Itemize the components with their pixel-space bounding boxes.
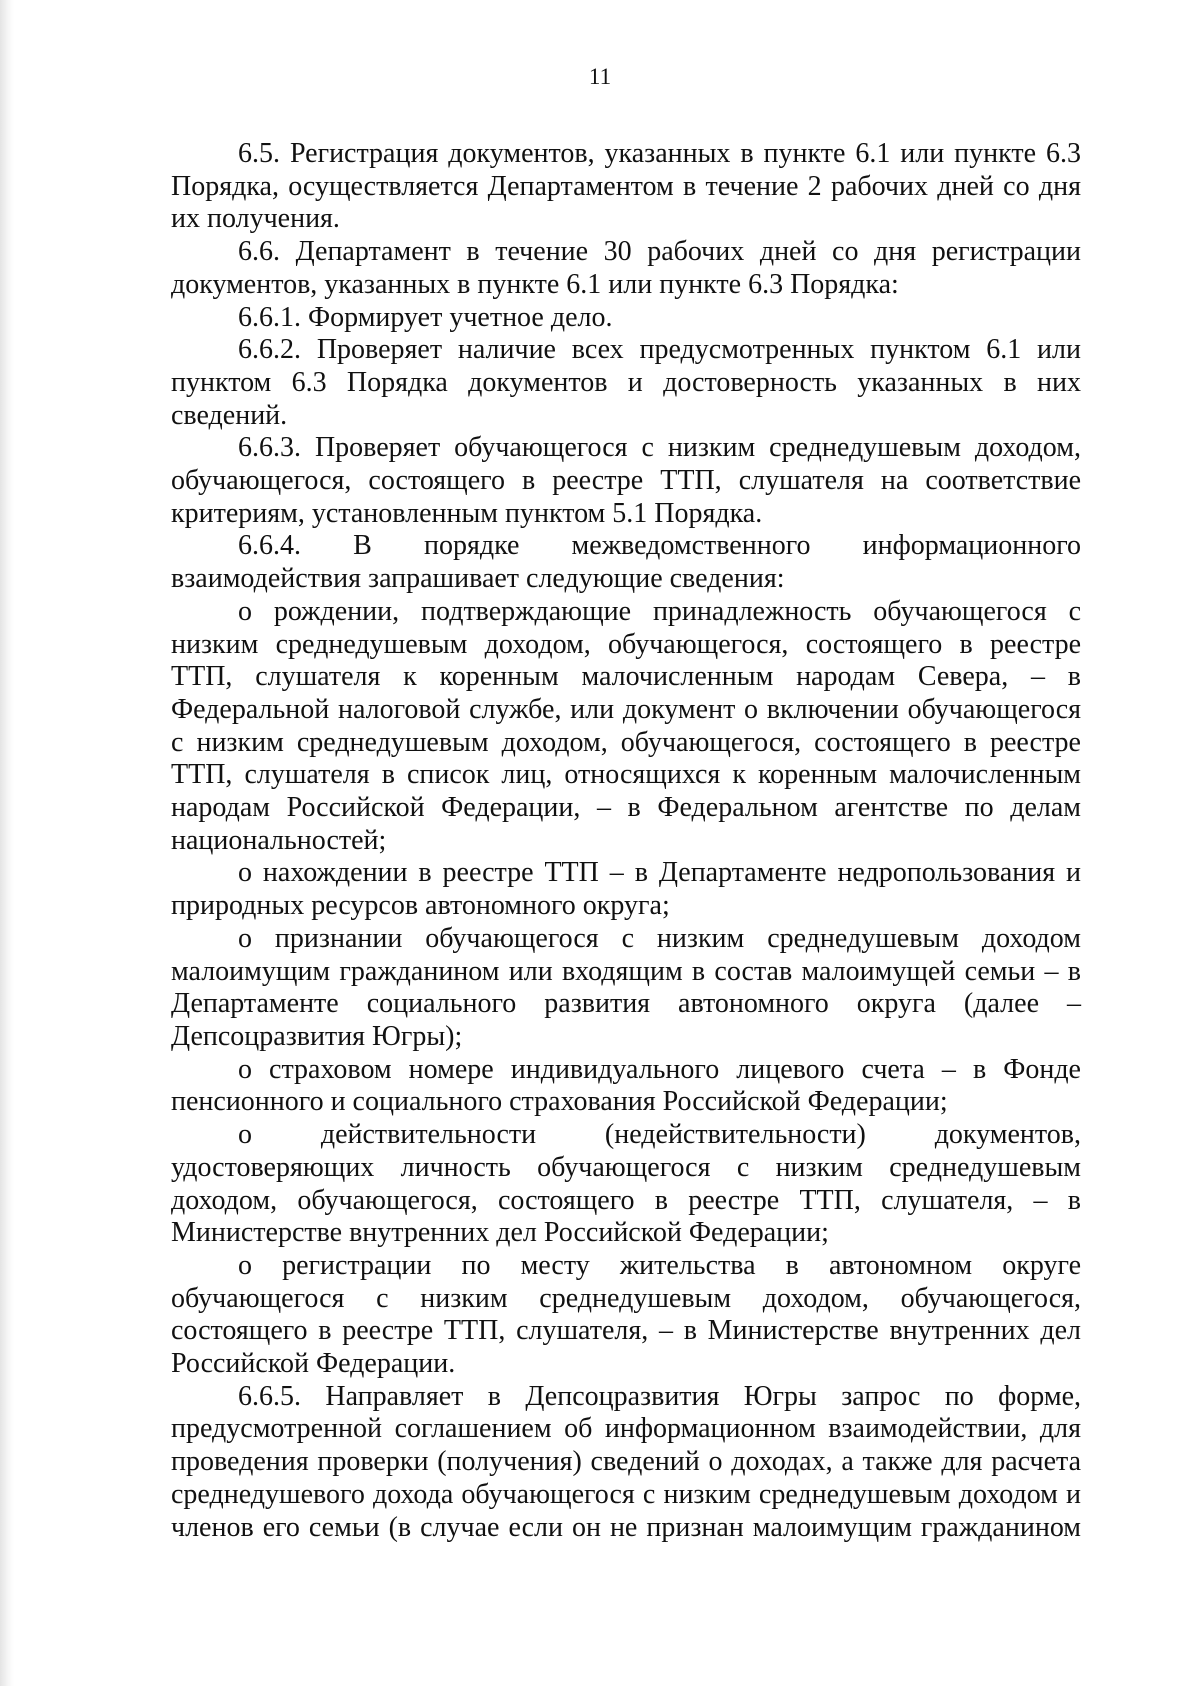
paragraph-6-6-1: 6.6.1. Формирует учетное дело.: [238, 301, 613, 333]
paragraph-6-6-5: 6.6.5. Направляет в Депсоцразвития Югры запрос по форме, предусмотренной соглашением об информационном взаимодействии, для проведения проверки (получения) сведений о доходах, а также для расчета среднедушевого дохода обучающегося с низким среднедушевым доходом и членов его семьи (в случае если он не признан малоимущим гражданином: [171, 1380, 1081, 1543]
paragraph-6-5: 6.5. Регистрация документов, указанных в пункте 6.1 или пункте 6.3 Порядка, осуществляется Департаментом в течение 2 рабочих дней со дня их получения.: [171, 138, 1081, 235]
paragraph-residence-registration: о регистрации по месту жительства в автономном округе обучающегося с низким среднедушевым доходом, обучающегося, состоящего в реестре ТТП, слушателя, – в Министерстве внутренних дел Российской Федерации.: [171, 1249, 1081, 1380]
paragraph-6-6-2: 6.6.2. Проверяет наличие всех предусмотренных пунктом 6.1 или пунктом 6.3 Порядка документов и достоверность указанных в них сведений.: [171, 334, 1081, 431]
paragraph-6-6-3: 6.6.3. Проверяет обучающегося с низким среднедушевым доходом, обучающегося, состоящего в реестре ТТП, слушателя на соответствие критериям, установленным пунктом 5.1 Порядка.: [171, 432, 1081, 529]
paragraph-6-6-4: 6.6.4. В порядке межведомственного информационного взаимодействия запрашивает следующие сведения:: [171, 530, 1081, 595]
page-number: 11: [588, 64, 612, 89]
document-body: [171, 138, 1081, 1544]
paragraph-birth-info: о рождении, подтверждающие принадлежность обучающегося с низким среднедушевым доходом, обучающегося, состоящего в реестре ТТП, слушателя к коренным малочисленным народам Севера, – в Федеральной налоговой службе, или документ о включении обучающегося с низким среднедушевым доходом, обучающегося, состоящего в реестре ТТП, слушателя в список лиц, относящихся к коренным малочисленным народам Российской Федерации, – в Федеральном агентстве по делам национальностей;: [171, 595, 1081, 856]
paragraph-insurance-number: о страховом номере индивидуального лицевого счета – в Фонде пенсионного и социального страхования Российской Федерации;: [171, 1053, 1081, 1118]
paragraph-document-validity: о действительности (недействительности) документов, удостоверяющих личность обучающегося с низким среднедушевым доходом, обучающегося, состоящего в реестре ТТП, слушателя, – в Министерстве внутренних дел Российской Федерации;: [171, 1119, 1081, 1249]
scan-edge-shadow: [0, 0, 14, 1686]
paragraph-6-6: 6.6. Департамент в течение 30 рабочих дней со дня регистрации документов, указанных в пункте 6.1 или пункте 6.3 Порядка:: [171, 236, 1081, 300]
paragraph-ttp-registry: о нахождении в реестре ТТП – в Департаменте недропользования и природных ресурсов автономного округа;: [171, 857, 1081, 922]
paragraph-low-income-status: о признании обучающегося с низким среднедушевым доходом малоимущим гражданином или входящим в состав малоимущей семьи – в Департаменте социального развития автономного округа (далее – Депсоцразвития Югры);: [171, 922, 1081, 1052]
